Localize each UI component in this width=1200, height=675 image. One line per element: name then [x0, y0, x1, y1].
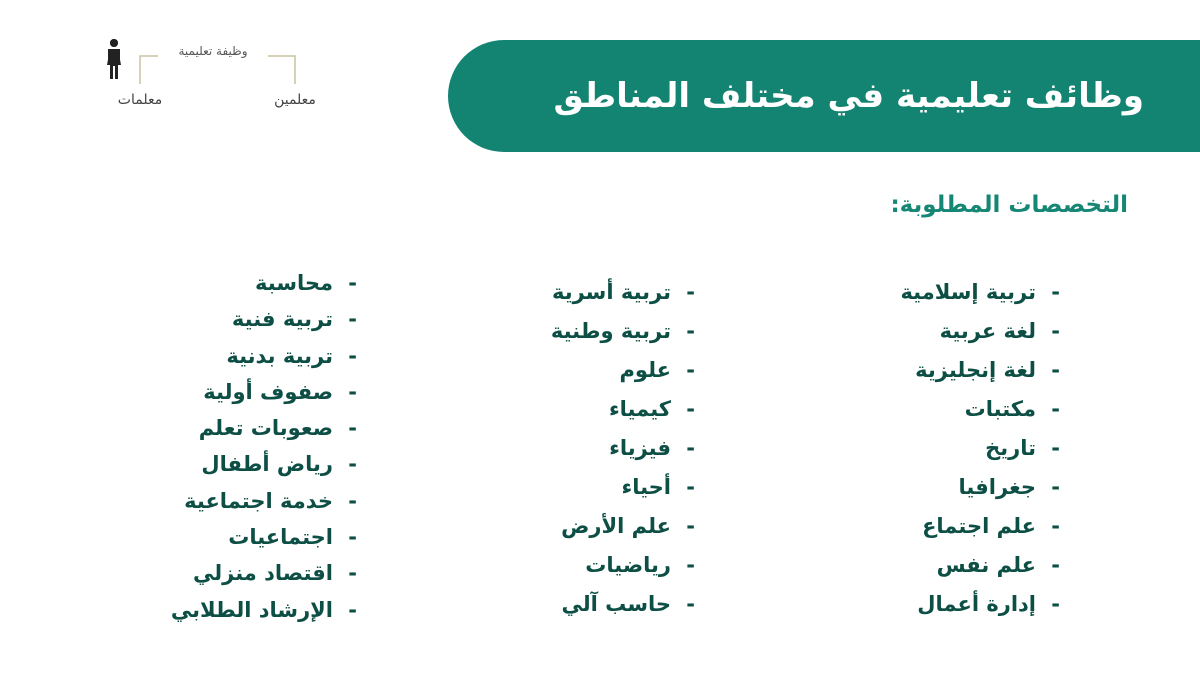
specializations-column-3: [171, 265, 357, 628]
list-item: -مكتبات: [964, 397, 1060, 421]
list-item: -علم اجتماع: [922, 514, 1060, 538]
list-item: -تربية إسلامية: [900, 280, 1060, 304]
list-item: -جغرافيا: [958, 475, 1060, 499]
list-item: -تربية أسرية: [552, 280, 695, 304]
list-item: -أحياء: [621, 475, 695, 499]
list-item: -لغة إنجليزية: [915, 358, 1060, 382]
specializations-column-1: [900, 273, 1060, 624]
list-item: -علم نفس: [936, 553, 1060, 577]
list-item: -تاريخ: [985, 436, 1060, 460]
list-item: -لغة عربية: [939, 319, 1060, 343]
list-item: -اقتصاد منزلي: [193, 561, 357, 586]
list-item: -رياض أطفال: [201, 452, 357, 477]
diagram-title: وظيفة تعليمية: [158, 44, 268, 58]
list-item: -صفوف أولية: [203, 379, 357, 404]
title-banner: [448, 40, 1200, 152]
list-item: -صعوبات تعلم: [198, 416, 357, 441]
list-item: -تربية بدنية: [226, 343, 357, 368]
list-item: -علم الأرض: [561, 514, 695, 538]
required-specializations-heading: التخصصات المطلوبة:: [890, 192, 1128, 218]
list-item: -فيزياء: [609, 436, 695, 460]
specializations-column-2: [551, 273, 695, 624]
list-item: -تربية فنية: [231, 307, 357, 332]
list-item: -إدارة أعمال: [917, 592, 1060, 616]
list-item: -محاسبة: [255, 271, 357, 295]
list-item: -الإرشاد الطلابي: [170, 597, 357, 622]
job-type-diagram: [100, 38, 340, 168]
male-person-icon: [100, 38, 128, 80]
list-item: -تربية وطنية: [550, 319, 695, 343]
list-item: -اجتماعيات: [228, 525, 357, 550]
female-teachers-label: معلمات: [117, 92, 163, 108]
male-teachers-label: معلمين: [274, 92, 316, 108]
list-item: -علوم: [619, 358, 695, 382]
list-item: -كيمياء: [608, 397, 695, 421]
list-item: -رياضيات: [585, 553, 695, 577]
list-item: -حاسب آلي: [561, 592, 695, 616]
page-title: وظائف تعليمية في مختلف المناطق: [553, 76, 1144, 116]
list-item: -خدمة اجتماعية: [184, 488, 357, 513]
